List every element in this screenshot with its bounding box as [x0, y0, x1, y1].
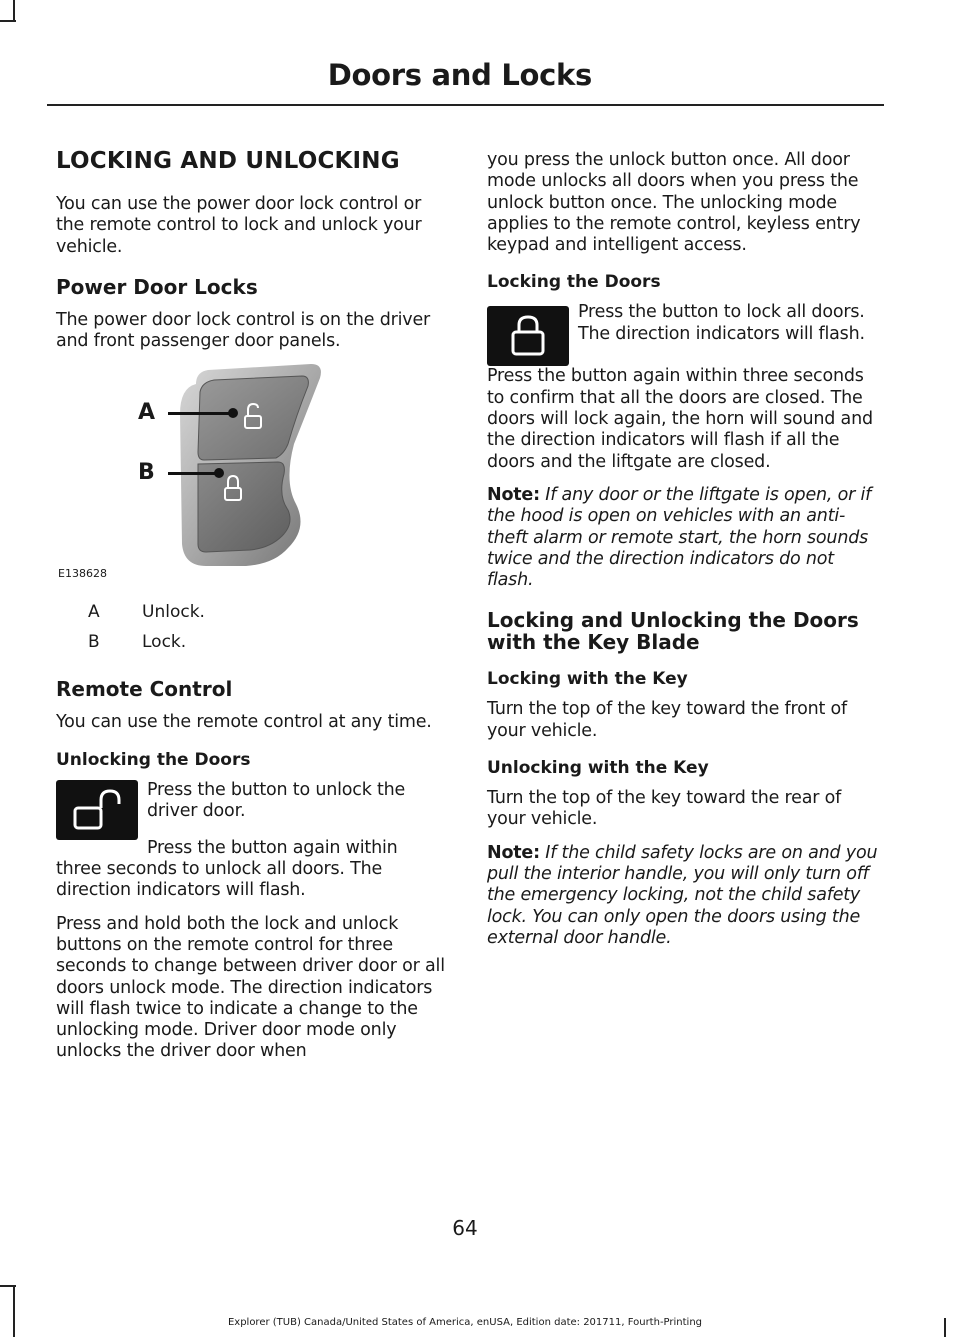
callout-b-leader [168, 472, 218, 475]
power-door-locks-text: The power door lock control is on the driver and front passenger door panels. [56, 309, 431, 352]
legend-row [56, 602, 448, 622]
page-number: 64 [452, 1216, 478, 1240]
locking-doors-heading: Locking the Doors [487, 272, 661, 293]
locking-with-key-text: Turn the top of the key toward the front of your vehicle. [487, 699, 848, 741]
lock-paragraph-1: Press the button to lock all doors. The direction indicators will flash. [578, 302, 865, 344]
unlocking-with-key-heading: Unlocking with the Key [487, 758, 709, 779]
intro-paragraph: You can use the power door lock control or the remote control to lock and unlock your vehicle. [56, 194, 422, 257]
legend-value: Lock. [142, 632, 187, 653]
right-column [487, 150, 879, 961]
header-divider [47, 104, 884, 106]
callout-b-label: B [138, 460, 155, 486]
legend-value: Unlock. [142, 602, 205, 623]
unlock-instruction-text [147, 780, 448, 840]
crop-mark [944, 1318, 946, 1337]
unlock-icon-glyph [71, 788, 123, 832]
footer-edition: Explorer (TUB) Canada/United States of America, enUSA, Edition date: 201711, Fourth-Printing [227, 1317, 703, 1328]
callout-a-label: A [138, 400, 156, 426]
note-1-lead: Note: [487, 484, 540, 505]
lock-icon-glyph [508, 314, 548, 358]
note-2 [487, 843, 879, 949]
note-1-text: If any door or the liftgate is open, or if the hood is open on vehicles with an anti-theft alarm or remote start, the horn sounds twice and the direction indicators do not flash. [487, 484, 872, 591]
unlocking-with-key-text: Turn the top of the key toward the rear of your vehicle. [487, 788, 842, 830]
page-header-title: Doors and Locks [327, 58, 592, 92]
note-2-lead: Note: [487, 842, 540, 863]
continued-paragraph: you press the unlock button once. All door mode unlocks all doors when you press the unlock button once. The unlocking mode applies to the remote control, keyless entry keypad and intelligent access. [487, 150, 861, 256]
note-2-text: If the child safety locks are on and you pull the interior handle, you will only turn off the emergency locking, not the child safety lock. You can only open the doors using the external door handle. [487, 842, 878, 948]
crop-mark [0, 1285, 16, 1287]
lock-paragraph-2: Press the button again within three seconds to confirm that all the doors are closed. The doors will lock again, the horn will sound and the direction indicators will flash if all the doors and the liftgate are closed. [487, 366, 873, 472]
unlock-paragraph-2: Press the button again within three seconds to unlock all doors. The direction indicators will flash. [56, 837, 398, 901]
unlocking-doors-heading: Unlocking the Doors [56, 749, 251, 770]
figure-code: E138628 [58, 567, 107, 581]
unlock-paragraph-1: Press the button to unlock the driver door. [147, 779, 406, 822]
power-door-locks-heading: Power Door Locks [56, 274, 258, 299]
note-1 [487, 485, 879, 591]
remote-control-heading: Remote Control [56, 677, 233, 702]
legend-row [56, 632, 448, 652]
crop-mark [13, 0, 15, 22]
key-blade-heading: Locking and Unlocking the Doors with the Key Blade [487, 608, 859, 655]
door-lock-switch-figure [56, 364, 448, 586]
crop-mark [13, 1285, 15, 1337]
unlock-icon [56, 780, 138, 840]
lock-icon [487, 306, 569, 366]
lock-instruction-text [578, 302, 879, 366]
unlock-instruction [56, 780, 448, 840]
section-title: LOCKING AND UNLOCKING [56, 148, 400, 174]
remote-control-text: You can use the remote control at any time. [56, 712, 432, 733]
unlock-paragraph-3: Press and hold both the lock and unlock buttons on the remote control for three seconds to change between driver door or all doors unlock mode. The direction indicators will flash twice to indicate a change to the unlocking mode. Driver door mode only unlocks the driver door when [56, 913, 445, 1062]
crop-mark [0, 20, 16, 22]
callout-a-leader [168, 412, 232, 415]
legend-key: A [88, 602, 100, 623]
legend-key: B [88, 632, 100, 653]
left-column [56, 140, 448, 1075]
locking-with-key-heading: Locking with the Key [487, 669, 688, 690]
lock-instruction [487, 302, 879, 366]
door-lock-switch-illustration [56, 364, 448, 586]
